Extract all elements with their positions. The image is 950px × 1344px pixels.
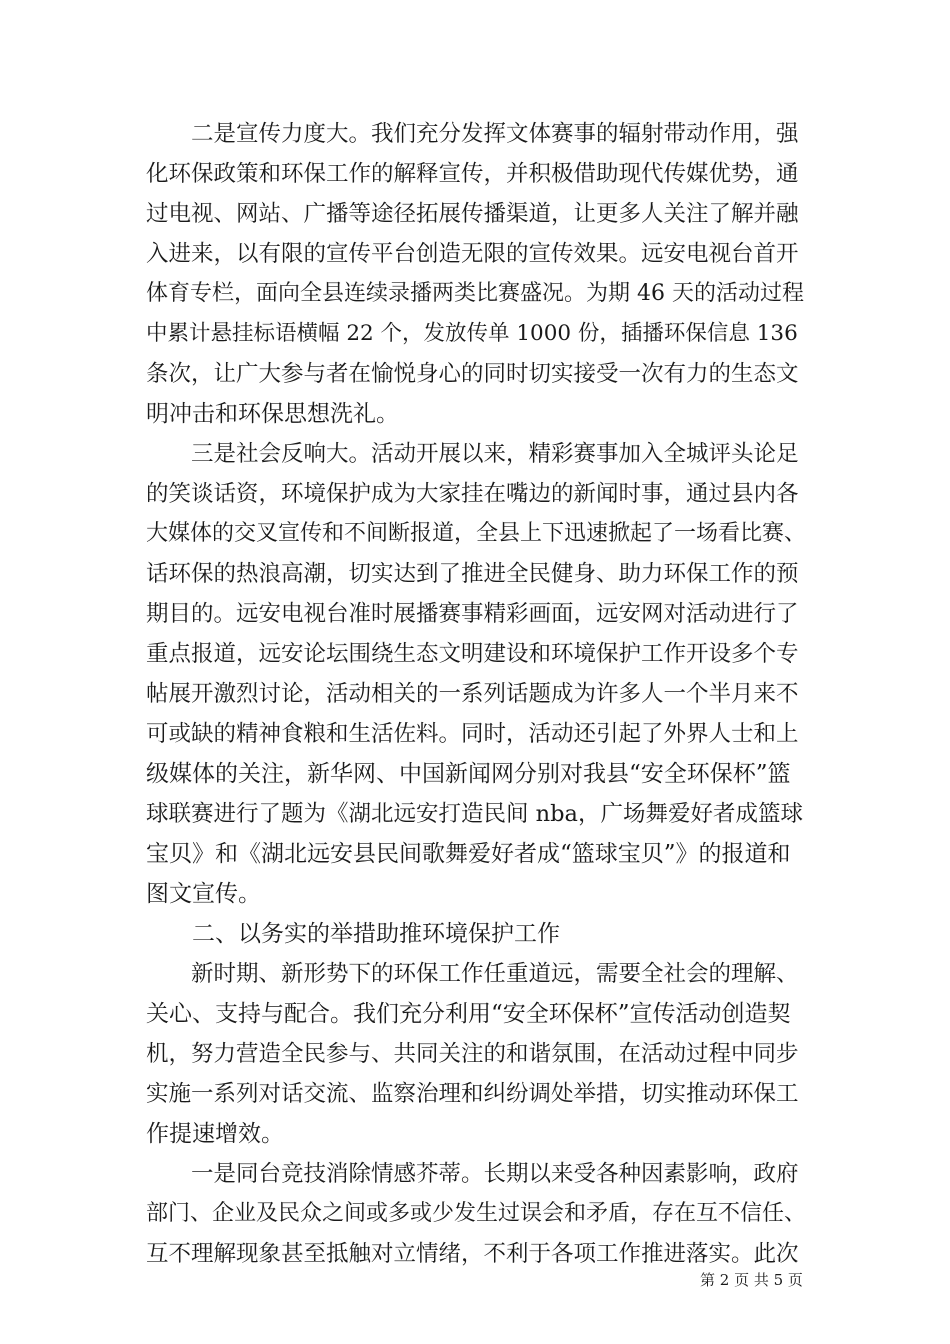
text-line: 大媒体的交叉宣传和不间断报道，全县上下迅速掀起了一场看比赛、 <box>146 521 807 546</box>
text-line: 实施一系列对话交流、监察治理和纠纷调处举措，切实推动环保工 <box>146 1081 799 1107</box>
text-line: 过电视、网站、广播等途径拓展传播渠道，让更多人关注了解并融 <box>146 201 799 227</box>
text-line: 条次，让广大参与者在愉悦身心的同时切实接受一次有力的生态文 <box>146 361 799 387</box>
page-number-footer: 第 2 页 共 5 页 <box>700 1271 803 1289</box>
text-line: 重点报道，远安论坛围绕生态文明建设和环境保护工作开设多个专 <box>146 641 799 667</box>
text-line: 新时期、新形势下的环保工作任重道远，需要全社会的理解、 <box>146 961 799 987</box>
text-line: 互不理解现象甚至抵触对立情绪，不利于各项工作推进落实。此次 <box>146 1241 799 1267</box>
text-line: 可或缺的精神食粮和生活佐料。同时，活动还引起了外界人士和上 <box>146 721 799 747</box>
text-line: 入进来，以有限的宣传平台创造无限的宣传效果。远安电视台首开 <box>146 241 799 267</box>
text-line: 部门、企业及民众之间或多或少发生过误会和矛盾，存在互不信任、 <box>146 1201 807 1226</box>
text-line: 期目的。远安电视台准时展播赛事精彩画面，远安网对活动进行了 <box>146 601 799 627</box>
text-line: 机，努力营造全民参与、共同关注的和谐氛围，在活动过程中同步 <box>146 1041 799 1067</box>
section-heading: 二、以务实的举措助推环境保护工作 <box>146 921 560 947</box>
text-line: 体育专栏，面向全县连续录播两类比赛盛况。为期 46 天的活动过程 <box>146 281 804 306</box>
text-line: 图文宣传。 <box>146 881 261 907</box>
text-line: 关心、支持与配合。我们充分利用“安全环保杯”宣传活动创造契 <box>146 1001 791 1027</box>
text-line: 中累计悬挂标语横幅 22 个，发放传单 1000 份，插播环保信息 136 <box>146 321 798 346</box>
text-line: 宝贝》和《湖北远安县民间歌舞爱好者成“篮球宝贝”》的报道和 <box>146 841 791 867</box>
text-line: 话环保的热浪高潮，切实达到了推进全民健身、助力环保工作的预 <box>146 561 799 587</box>
text-line: 一是同台竞技消除情感芥蒂。长期以来受各种因素影响，政府 <box>146 1161 799 1187</box>
text-line: 化环保政策和环保工作的解释宣传，并积极借助现代传媒优势，通 <box>146 161 799 187</box>
text-line: 作提速增效。 <box>146 1121 284 1147</box>
text-line: 帖展开激烈讨论，活动相关的一系列话题成为许多人一个半月来不 <box>146 681 799 707</box>
text-line: 的笑谈话资，环境保护成为大家挂在嘴边的新闻时事，通过县内各 <box>146 481 799 507</box>
text-line: 级媒体的关注，新华网、中国新闻网分别对我县“安全环保杯”篮 <box>146 761 791 787</box>
text-line: 球联赛进行了题为《湖北远安打造民间 nba，广场舞爱好者成篮球 <box>146 801 803 827</box>
text-line: 三是社会反响大。活动开展以来，精彩赛事加入全城评头论足 <box>146 441 799 467</box>
text-line: 二是宣传力度大。我们充分发挥文体赛事的辐射带动作用，强 <box>146 121 799 147</box>
text-line: 明冲击和环保思想洗礼。 <box>146 401 399 427</box>
